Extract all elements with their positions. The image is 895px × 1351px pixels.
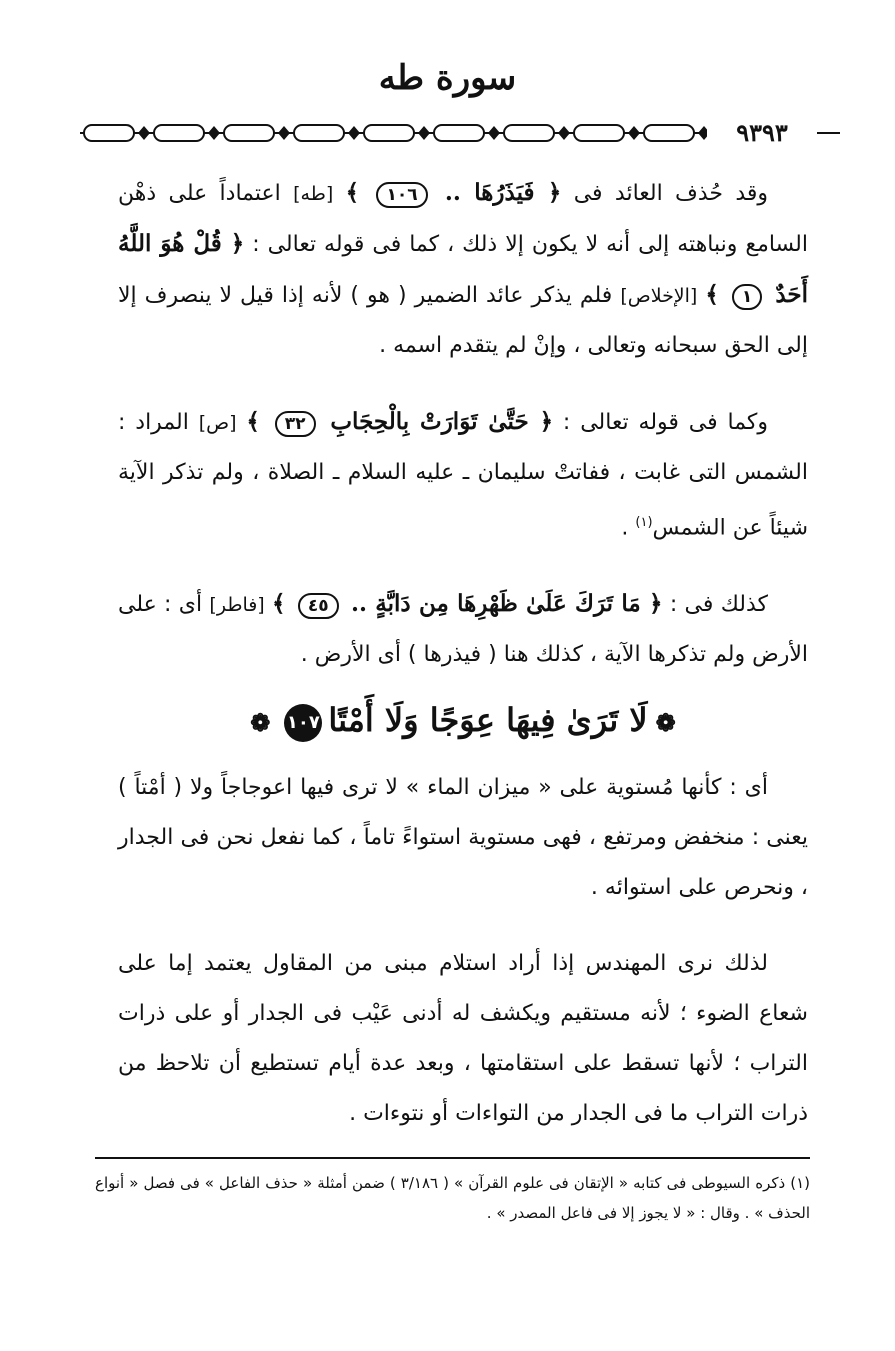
- page-number: ٩٣٩٣: [707, 118, 817, 147]
- footnote-divider: [95, 1157, 810, 1159]
- footnote: (١) ذكره السيوطى فى كتابه « الإتقان فى علوم القرآن » ( ٣/١٨٦ ) ضمن أمثلة « حذف الفاعل » فى فصل « أنواع الحذف » . وقال : « لا يجوز إلا فى فاعل المصدر » .: [95, 1174, 810, 1222]
- p1-after: اعتماداً على ذهْن السامع ونباهته إلى أنه لا يكون إلا ذلك ، كما فى قوله تعالى :: [118, 181, 808, 257]
- p1-before: وقد حُذف العائد فى: [573, 181, 769, 206]
- ayah-number: ١٠٦: [376, 182, 427, 208]
- p5-text: لذلك نرى المهندس إذا أراد استلام مبنى من المقاول يعتمد إما على شعاع الضوء ؛ لأنه مستقيم ويكشف له أدنى عَيْب فى الجدار أو على ذرات التراب ؛ لأنها تسقط على استقامتها ، وبعد عدة أيام تستطيع أن تلاحظ من ذرات التراب ما فى الجدار من التواءات أو نتوءات .: [118, 950, 808, 1126]
- surah-reference: [الإخلاص]: [620, 285, 698, 307]
- p2-before: وكما فى قوله تعالى :: [562, 410, 769, 435]
- ayah-number: ٤٥: [298, 593, 339, 619]
- banner-verse: لَا تَرَىٰ فِيهَا عِوَجًا وَلَا أَمْتًا: [328, 701, 648, 740]
- p3-verse: ﴿ مَا تَرَكَ عَلَىٰ ظَهْرِهَا مِن دَابَّةٍ .. ٤٥ ﴾: [272, 590, 663, 618]
- ornament-icon: ❁: [250, 707, 271, 737]
- page-body: [118, 168, 808, 1139]
- p1-verse: ﴿ فَيَذَرُهَا .. ١٠٦ ﴾: [345, 179, 562, 206]
- ornament-icon: ❁: [655, 707, 676, 737]
- p3-before: كذلك فى :: [669, 592, 768, 618]
- p1-after-2: فلم يذكر عائد الضمير ( هو ) لأنه إذا قيل لا ينصرف إلا إلى الحق سبحانه وتعالى ، وإنْ لم يتقدم اسمه .: [118, 283, 808, 358]
- surah-reference: [فاطر]: [209, 594, 265, 617]
- paragraph-2: وكما فى قوله تعالى : ﴿ حَتَّىٰ تَوَارَتْ بِالْحِجَابِ ٣٢ ﴾ [ص] المراد : الشمس التى غابت ، ففاتتْ سليمان ـ عليه السلام ـ الصلاة ، ولم تذكر الآية شيئاً عن الشمس$^{(١)}$ .: [118, 408, 808, 541]
- paragraph-1: [118, 168, 808, 371]
- surah-title: سورة طه: [378, 58, 517, 98]
- surah-reference: [طه]: [293, 183, 334, 205]
- p2-after: المراد : الشمس التى غابت ، ففاتتْ سليمان ـ عليه السلام ـ الصلاة ، ولم تذكر الآية شيئاً عن الشمس: [118, 410, 808, 541]
- footnote-marker[interactable]: (١): [635, 515, 653, 530]
- verse-banner: [118, 690, 808, 753]
- p1-verse-2: ﴿ قُلْ هُوَ اللَّهُ أَحَدٌ ١ ﴾: [118, 230, 808, 308]
- banner-ayah-number: ١٠٧: [284, 704, 322, 742]
- surah-reference: [ص]: [198, 412, 237, 434]
- ayah-number: ١: [732, 284, 762, 310]
- p4-text: أى : كأنها مُستوية على « ميزان الماء » لا ترى فيها اعوجاجاً ولا ( أمْتاً ) يعنى : منخفض ومرتفع ، فهى مستوية استواءً تاماً ، كما نفعل نحن فى الجدار ، ونحرص على استوائه .: [118, 774, 808, 900]
- paragraph-4: [118, 763, 808, 913]
- paragraph-5: [118, 939, 808, 1139]
- paragraph-3: [118, 579, 808, 680]
- p3-after: أى : على الأرض ولم تذكرها الآية ، كذلك هنا ( فيذرها ) أى الأرض .: [118, 592, 808, 668]
- ayah-number: ٣٢: [275, 411, 316, 437]
- p2-verse: ﴿ حَتَّىٰ تَوَارَتْ بِالْحِجَابِ ٣٢ ﴾: [246, 408, 554, 435]
